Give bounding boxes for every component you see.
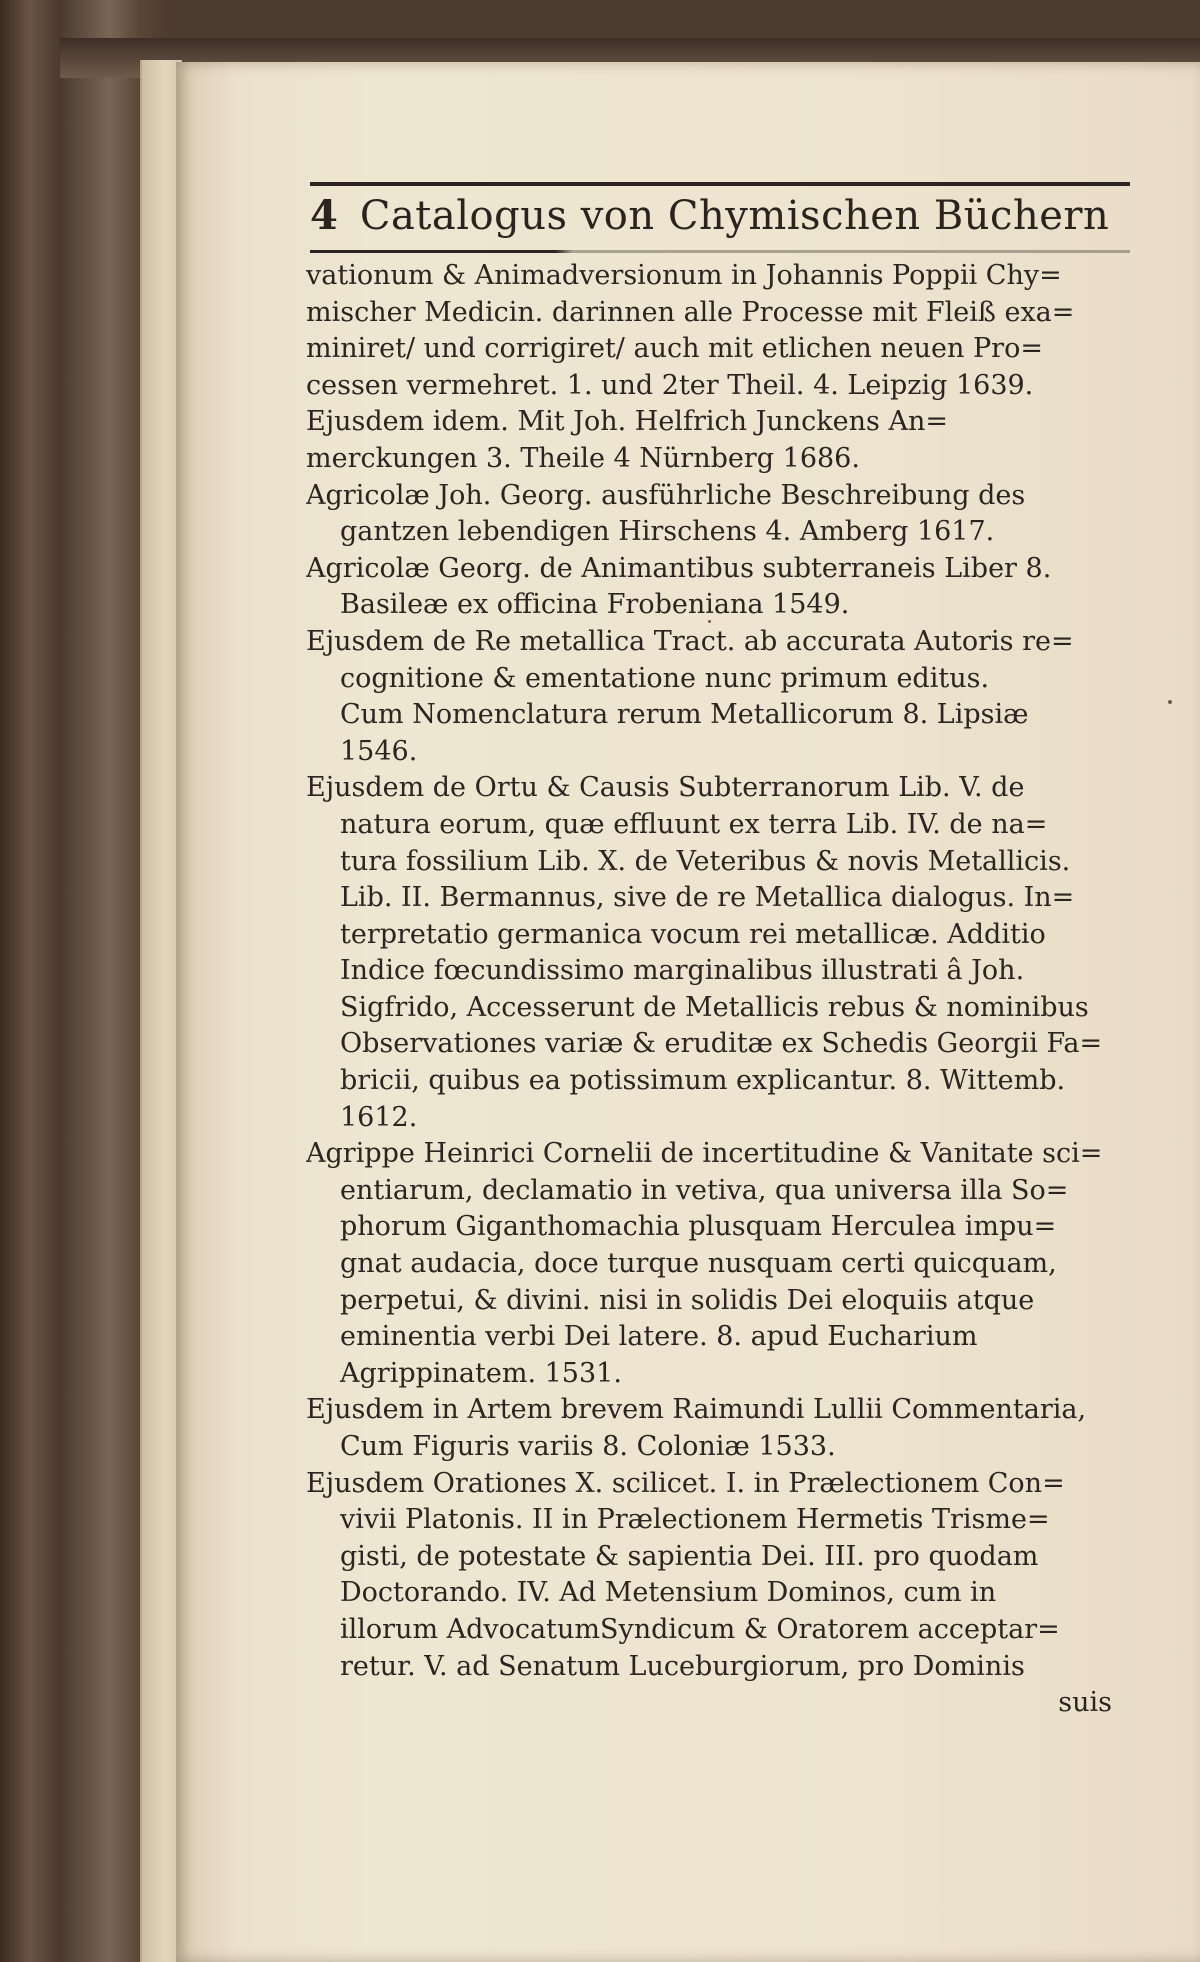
text-line: Indice fœcundissimo marginalibus illustrati â Joh.	[340, 955, 1025, 987]
text-line: cessen vermehret. 1. und 2ter Theil. 4. Leipzig 1639.	[306, 369, 1034, 401]
text-line: mischer Medicin. darinnen alle Processe mit Fleiß exa=	[306, 296, 1075, 328]
entry-first-line: Ejusdem in Artem brevem Raimundi Lullii Commentaria,	[306, 1394, 1087, 1426]
paper-speck	[1168, 700, 1172, 704]
catalog-entry	[306, 1392, 1122, 1465]
catalog-entry	[306, 624, 1122, 770]
text-line: miniret/ und corrigiret/ auch mit etlichen neuen Pro=	[306, 333, 1043, 365]
text-line: terpretatio germanica vocum rei metallicæ. Additio	[340, 918, 1046, 950]
text-line: vationum & Animadversionum in Johannis Poppii Chy=	[306, 260, 1062, 291]
entry-first-line: Ejusdem idem. Mit Joh. Helfrich Junckens An=	[306, 406, 948, 438]
text-line: gantzen lebendigen Hirschens 4. Amberg 1617.	[340, 516, 995, 548]
text-line: Basileæ ex officina Frobeniana 1549.	[340, 589, 850, 621]
text-line: Observationes variæ & eruditæ ex Schedis Georgii Fa=	[340, 1028, 1103, 1060]
catalog-entry	[306, 478, 1122, 551]
text-line: merckungen 3. Theile 4 Nürnberg 1686.	[306, 442, 860, 474]
entry-first-line: Agricolæ Joh. Georg. ausführliche Beschreibung des	[306, 479, 1026, 511]
text-line: Agrippinatem. 1531.	[340, 1357, 622, 1389]
text-line: entiarum, declamatio in vetiva, qua universa illa So=	[340, 1174, 1069, 1206]
text-line: Sigfrido, Accesserunt de Metallicis rebus & nominibus	[340, 991, 1089, 1023]
text-line: perpetui, & divini. nisi in solidis Dei eloquiis atque	[340, 1284, 1035, 1316]
header-rule	[310, 250, 1130, 253]
text-line: gnat audacia, doce turque nusquam certi quicquam,	[340, 1248, 1057, 1280]
catalog-entry	[306, 770, 1122, 1136]
entry-first-line: Agricolæ Georg. de Animantibus subterraneis Liber 8.	[306, 552, 1052, 584]
catalog-entry	[306, 1136, 1122, 1392]
text-line: retur. V. ad Senatum Luceburgiorum, pro Dominis	[340, 1650, 1025, 1682]
catalog-entry	[306, 404, 1122, 477]
entry-first-line: Ejusdem de Ortu & Causis Subterranorum Lib. V. de	[306, 772, 1025, 804]
top-rule	[310, 182, 1130, 186]
catalog-entry	[306, 1466, 1122, 1686]
catalog-text	[306, 258, 1122, 1722]
text-line: vivii Platonis. II in Prælectionem Hermetis Trisme=	[340, 1504, 1050, 1536]
paper-speck	[708, 620, 711, 623]
entry-first-line: Ejusdem Orationes X. scilicet. I. in Prælectionem Con=	[306, 1467, 1065, 1499]
text-line: Cum Nomenclatura rerum Metallicorum 8. Lipsiæ	[340, 699, 1029, 731]
text-line: phorum Giganthomachia plusquam Herculea impu=	[340, 1211, 1057, 1243]
text-line: gisti, de potestate & sapientia Dei. III. pro quodam	[340, 1540, 1039, 1572]
text-line: 1612.	[340, 1101, 418, 1133]
text-line: cognitione & ementatione nunc primum editus.	[340, 662, 990, 694]
running-head-title: Catalogus von Chymischen Büchern	[359, 193, 1110, 239]
text-line: 1546.	[340, 735, 418, 767]
text-line: illorum AdvocatumSyndicum & Oratorem acceptar=	[340, 1613, 1060, 1645]
entry-first-line: Ejusdem de Re metallica Tract. ab accurata Autoris re=	[306, 625, 1074, 657]
catalog-entry	[306, 551, 1122, 624]
running-head	[310, 192, 1140, 246]
text-line: Lib. II. Bermannus, sive de re Metallica dialogus. In=	[340, 882, 1075, 914]
catchword: suis	[1058, 1687, 1112, 1719]
text-line: natura eorum, quæ effluunt ex terra Lib. IV. de na=	[340, 808, 1048, 840]
page-number: 4	[310, 192, 338, 239]
text-line: bricii, quibus ea potissimum explicantur. 8. Wittemb.	[340, 1065, 1066, 1097]
text-line: eminentia verbi Dei latere. 8. apud Eucharium	[340, 1321, 978, 1353]
text-line: tura fossilium Lib. X. de Veteribus & novis Metallicis.	[340, 845, 1071, 877]
entry-first-line: Agrippe Heinrici Cornelii de incertitudine & Vanitate sci=	[306, 1138, 1103, 1170]
catalog-entry	[306, 258, 1122, 404]
text-line: Doctorando. IV. Ad Metensium Dominos, cum in	[340, 1577, 997, 1609]
text-line: Cum Figuris variis 8. Coloniæ 1533.	[340, 1431, 836, 1462]
